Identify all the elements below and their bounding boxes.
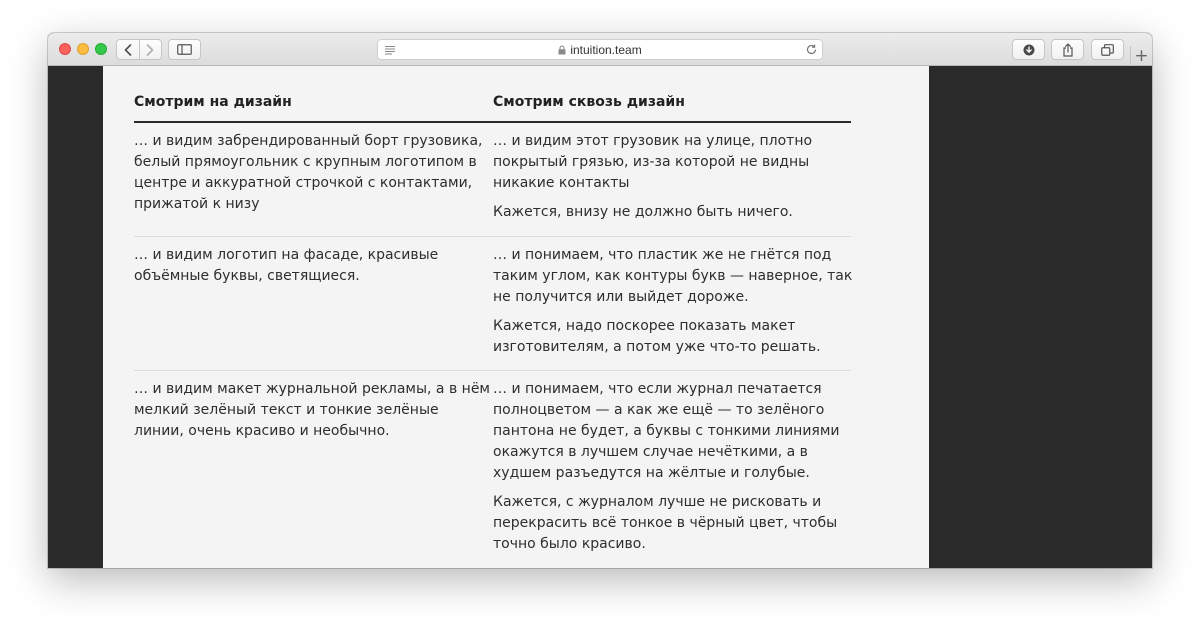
maximize-window-button[interactable] [95, 43, 107, 55]
forward-button[interactable] [140, 40, 162, 59]
share-icon [1062, 43, 1074, 57]
minimize-window-button[interactable] [77, 43, 89, 55]
sidebar-icon [177, 44, 192, 55]
reload-icon[interactable] [805, 43, 818, 56]
web-page [103, 66, 929, 568]
row-right-conclusion: Кажется, с журналом лучше не рисковать и перекрасить всё тонкое в чёрный цвет, чтобы точно было красиво. [493, 494, 838, 552]
chevron-left-icon [124, 44, 132, 56]
header-look-through-design: Смотрим сквозь дизайн [493, 94, 685, 110]
downloads-button[interactable] [1012, 39, 1045, 60]
chevron-right-icon [146, 44, 154, 56]
table-row [134, 245, 851, 371]
table-row [134, 131, 851, 237]
download-icon [1023, 44, 1035, 56]
address-bar[interactable] [377, 39, 823, 60]
row-left-cell [134, 131, 483, 215]
close-window-button[interactable] [59, 43, 71, 55]
tabs-icon [1101, 44, 1114, 56]
share-button[interactable] [1051, 39, 1084, 60]
table-row [134, 379, 851, 568]
row-left-cell [134, 245, 479, 287]
tab-overview-button[interactable] [1091, 39, 1124, 60]
row-right-text: … и видим этот грузовик на улице, плотно покрытый грязью, из-за которой не видны никакие контакты [493, 133, 813, 191]
row-right-conclusion: Кажется, внизу не должно быть ничего. [493, 204, 793, 220]
row-left-text: … и видим забрендированный борт грузовика, белый прямоугольник с крупным логотипом в центре и аккуратной строчкой с контактами, прижатой к низу [134, 133, 483, 212]
back-button[interactable] [117, 40, 139, 59]
table-header [134, 66, 851, 123]
browser-toolbar [48, 33, 1152, 66]
row-right-text: … и понимаем, что если журнал печатается полноцветом — а как же ещё — то зелёного пантона не будет, а буквы с тонкими линиями окажутся в лучшем случае нечёткими, а в худшем разъедутся на жёлтые и голубые. [493, 381, 840, 481]
navigation-buttons [116, 39, 162, 60]
header-look-at-design: Смотрим на дизайн [134, 94, 292, 110]
row-left-text: … и видим макет журнальной рекламы, а в нём мелкий зелёный текст и тонкие зелёные линии, очень красиво и необычно. [134, 381, 490, 439]
row-left-text: … и видим логотип на фасаде, красивые объёмные буквы, светящиеся. [134, 247, 439, 284]
row-right-conclusion: Кажется, надо поскорее показать макет изготовителям, а потом уже что-то решать. [493, 318, 821, 355]
row-right-cell [493, 131, 848, 223]
lock-icon [558, 45, 566, 55]
row-left-cell [134, 379, 490, 442]
new-tab-button[interactable] [1130, 46, 1152, 66]
url-text: intuition.team [570, 42, 642, 57]
row-right-cell [493, 245, 853, 358]
plus-icon: + [1134, 46, 1149, 66]
url-display [378, 40, 822, 59]
row-right-text: … и понимаем, что пластик же не гнётся под таким углом, как контуры букв — наверное, так не получится или выйдет дороже. [493, 247, 853, 305]
sidebar-toggle-button[interactable] [168, 39, 201, 60]
browser-window [48, 33, 1152, 568]
row-right-cell [493, 379, 848, 555]
